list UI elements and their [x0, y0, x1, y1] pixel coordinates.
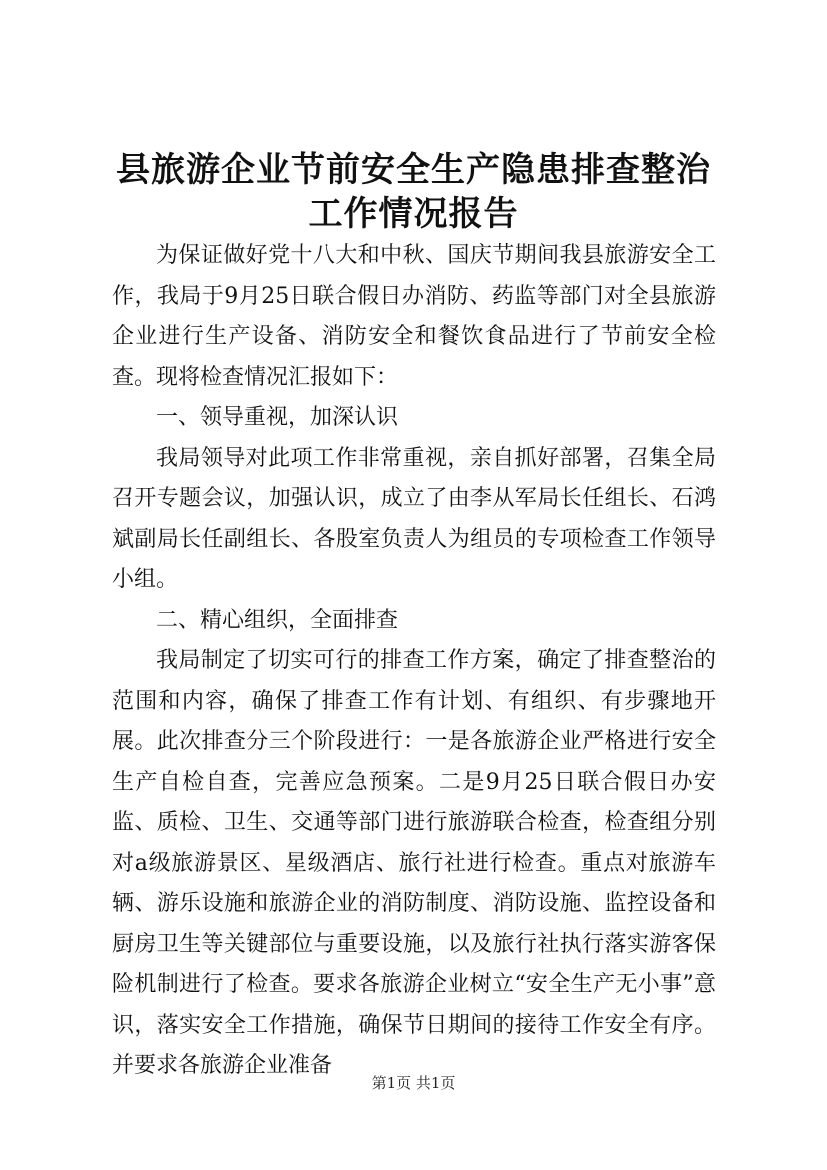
- section-heading-1: 一、领导重视，加深认识: [156, 405, 399, 430]
- section-heading-2: 二、精心组织，全面排查: [156, 607, 399, 633]
- paragraph-leadership: 我局领导对此项工作非常重视，亲自抓好部署，召集全局召开专题会议，加强认识，成立了由李从军局长任组长、石鸿斌副局长任副组长、各股室负责人为组员的专项检查工作领导小组。: [112, 445, 716, 592]
- paragraph-intro: 为保证做好党十八大和中秋、国庆节期间我县旅游安全工作，我局于9月25日联合假日办消防、药监等部门对全县旅游企业进行生产设备、消防安全和餐饮食品进行了节前安全检查。现将检查情况汇报如下：: [112, 243, 716, 390]
- document-body: [112, 236, 716, 1087]
- document-title: 县旅游企业节前安全生产隐患排查整治工作情况报告: [116, 150, 711, 234]
- page-footer: 第1页 共1页: [371, 1074, 456, 1092]
- paragraph-inspection: 我局制定了切实可行的排查工作方案，确定了排查整治的范围和内容，确保了排查工作有计划、有组织、有步骤地开展。此次排查分三个阶段进行：一是各旅游企业严格进行安全生产自检自查，完善应急预案。二是9月25日联合假日办安监、质检、卫生、交通等部门进行旅游联合检查，检查组分别对a级旅游景区、星级酒店、旅行社进行检查。重点对旅游车辆、游乐设施和旅游企业的消防制度、消防设施、监控设备和厨房卫生等关键部位与重要设施，以及旅行社执行落实游客保险机制进行了检查。要求各旅游企业树立“安全生产无小事”意识，落实安全工作措施，确保节日期间的接待工作安全有序。并要求各旅游企业准备: [112, 648, 716, 1078]
